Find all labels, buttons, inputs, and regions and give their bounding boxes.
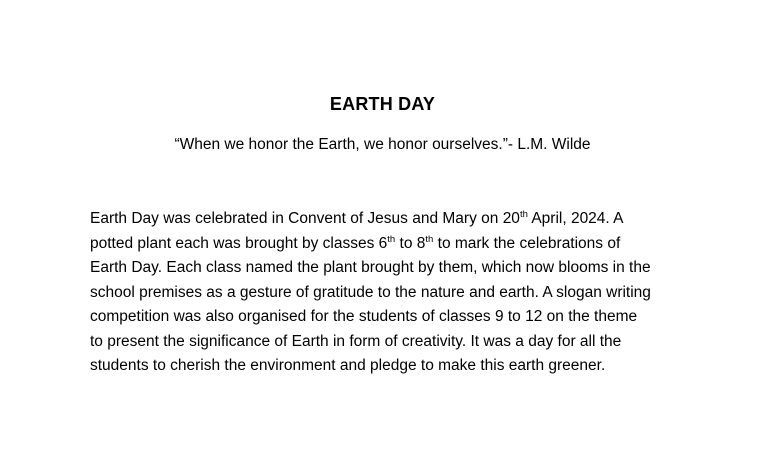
paragraph-line [90,207,690,232]
paragraph-text: Earth Day was celebrated in Convent of Jesus and Mary on 20 [90,210,520,227]
paragraph-text: potted plant each was brought by classes 6 [90,234,388,252]
ordinal-suffix: th [387,233,396,245]
ordinal-suffix: th [425,233,434,245]
paragraph-line: students to cherish the environment and pledge to make this earth greener. [90,357,606,374]
paragraph-text: April, 2024. A [527,210,624,227]
paragraph-line: to present the significance of Earth in form of creativity. It was a day for all the [90,332,622,350]
ordinal-suffix: th [519,208,528,220]
paragraph-line [90,232,690,257]
paragraph-text: to mark the celebrations of [433,234,621,252]
document-quote: “When we honor the Earth, we honor ourselves.”- L.M. Wilde [174,136,591,153]
document-body-paragraph [90,207,690,379]
paragraph-line: Earth Day. Each class named the plant brought by them, which now blooms in the [90,259,651,276]
document-title: EARTH DAY [329,94,436,114]
paragraph-line: school premises as a gesture of gratitude to the nature and earth. A slogan writing [90,283,651,301]
paragraph-line: competition was also organised for the students of classes 9 to 12 on the theme [90,308,638,325]
paragraph-text: to 8 [395,234,426,252]
